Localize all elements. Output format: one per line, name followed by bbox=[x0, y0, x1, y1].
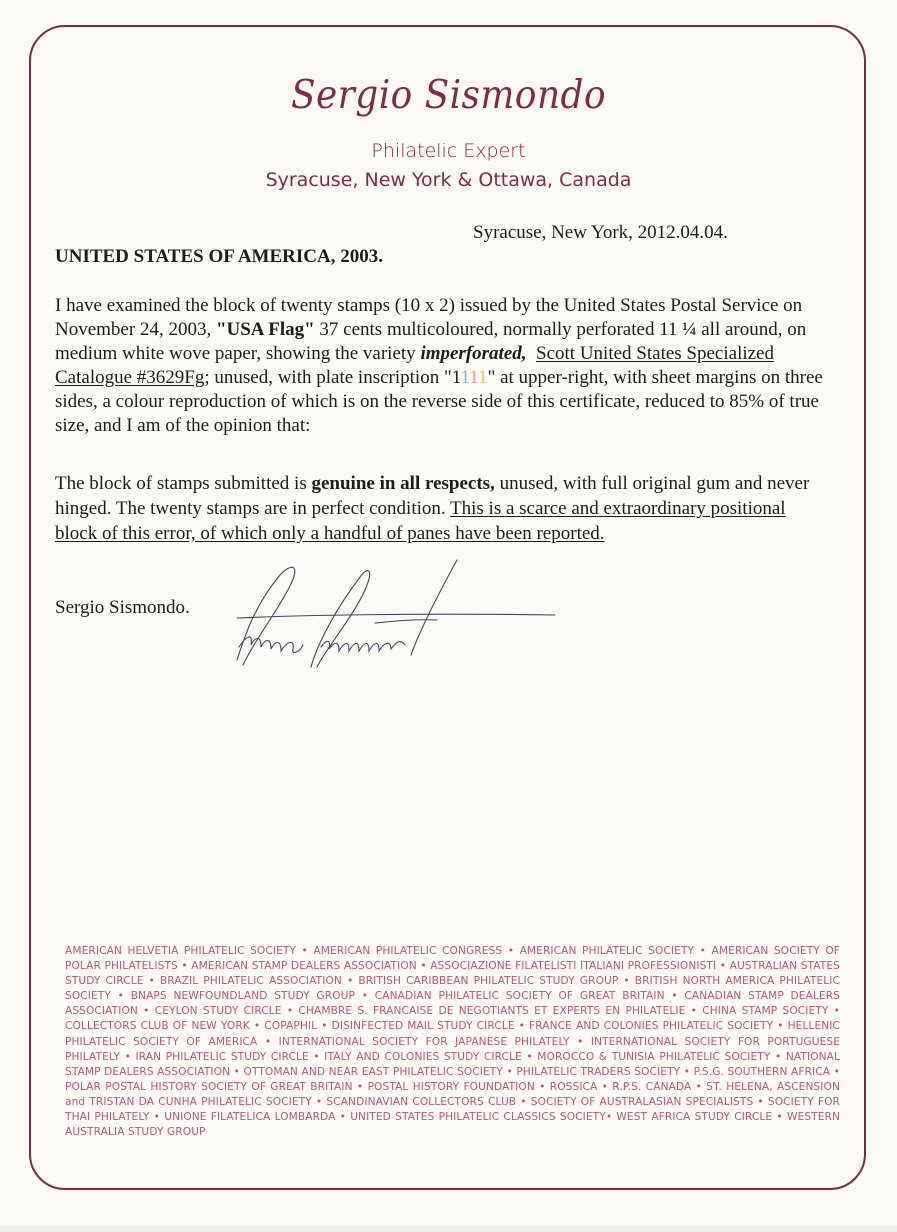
examination-paragraph bbox=[55, 294, 825, 438]
remark: This is a scarce and extraordinary positional block of this error, of which only a handful of panes have been reported. bbox=[55, 498, 786, 544]
text-segment: 37 cents multicoloured, normally perforated 11 ¼ all around, on medium white wove paper, showing the variety bbox=[55, 319, 807, 364]
catalogue-reference: Scott United States Specialized Catalogue #3629Fg bbox=[55, 343, 774, 388]
plate-digit: 1 bbox=[469, 367, 479, 388]
date-line: Syracuse, New York, 2012.04.04. bbox=[473, 222, 728, 243]
plate-digit: 1 bbox=[478, 367, 488, 388]
stamp-name: "USA Flag" bbox=[215, 319, 315, 340]
expert-location: Syracuse, New York & Ottawa, Canada bbox=[265, 169, 632, 191]
verdict: genuine in all respects, bbox=[311, 473, 495, 494]
scan-edge bbox=[0, 1226, 897, 1232]
text-segment: I have examined the block of twenty stamps (10 x 2) issued by the United States Postal Service on November 24, 2003, bbox=[55, 295, 803, 340]
text-segment bbox=[527, 343, 537, 364]
text-segment: The block of stamps submitted is bbox=[55, 473, 312, 494]
text-segment: " at upper-right, with sheet margins on three sides, a colour reproduction of which is on the reverse side of this certificate, reduced to 85% of true size, and I am of the opinion that: bbox=[55, 367, 823, 436]
signer-name: Sergio Sismondo. bbox=[55, 597, 190, 618]
affiliated-societies-list: AMERICAN HELVETIA PHILATELIC SOCIETY • AMERICAN PHILATELIC CONGRESS • AMERICAN PHILATELIC SOCIETY • AMERICAN SOCIETY OF POLAR PHILATELISTS • AMERICAN STAMP DEALERS ASSOCIATION • ASSOCIAZIONE FILATELISTI ITALIANI PROFESSIONISTI • AUSTRALIAN STATES STUDY CIRCLE • BRAZIL PHILATELIC ASSOCIATION • BRITISH CARIBBEAN PHILATELIC STUDY GROUP • BRITISH NORTH AMERICA PHILATELIC SOCIETY • BNAPS NEWFOUNDLAND STUDY GROUP • CANADIAN PHILATELIC SOCIETY OF GREAT BRITAIN • CANADIAN STAMP DEALERS ASSOCIATION • CEYLON STUDY CIRCLE • CHAMBRE S. FRANCAISE DE NEGOTIANTS ET EXPERTS EN PHILATELIE • CHINA STAMP SOCIETY • COLLECTORS CLUB OF NEW YORK • COPAPHIL • DISINFECTED MAIL STUDY CIRCLE • FRANCE AND COLONIES PHILATELIC SOCIETY • HELLENIC PHILATELIC SOCIETY OF AMERICA • INTERNATIONAL SOCIETY FOR JAPANESE PHILATELY • INTERNATIONAL SOCIETY FOR PORTUGUESE PHILATELY • IRAN PHILATELIC STUDY CIRCLE • ITALY AND COLONIES STUDY CIRCLE • MOROCCO & TUNISIA PHILATELIC SOCIETY • NATIONAL STAMP DEALERS ASSOCIATION • OTTOMAN AND NEAR EAST PHILATELIC SOCIETY • PHILATELIC TRADERS SOCIETY • P.S.G. SOUTHERN AFRICA • POLAR POSTAL HISTORY SOCIETY OF GREAT BRITAIN • POSTAL HISTORY FOUNDATION • ROSSICA • R.P.S. CANADA • ST. HELENA, ASCENSION and TRISTAN DA CUNHA PHILATELIC SOCIETY • SCANDINAVIAN COLLECTORS CLUB • SOCIETY OF AUSTRALASIAN SPECIALISTS • SOCIETY FOR THAI PHILATELY • UNIONE FILATELICA LOMBARDA • UNITED STATES PHILATELIC CLASSICS SOCIETY• WEST AFRICA STUDY CIRCLE • WESTERN AUSTRALIA STUDY GROUP bbox=[65, 945, 840, 1139]
text-segment: unused, with full original gum and never hinged. The twenty stamps are in perfect condition. bbox=[55, 473, 810, 519]
expert-title: Philatelic Expert bbox=[371, 140, 526, 162]
text-segment: ; unused, with plate inscription " bbox=[204, 367, 452, 388]
signature-icon bbox=[225, 555, 565, 675]
plate-digit: 1 bbox=[460, 367, 470, 388]
expert-name: Sergio Sismondo bbox=[290, 73, 607, 118]
opinion-paragraph bbox=[55, 471, 815, 546]
plate-digit: 1 bbox=[451, 367, 461, 388]
variety: imperforated, bbox=[420, 343, 527, 364]
certificate-heading: UNITED STATES OF AMERICA, 2003. bbox=[55, 246, 383, 267]
